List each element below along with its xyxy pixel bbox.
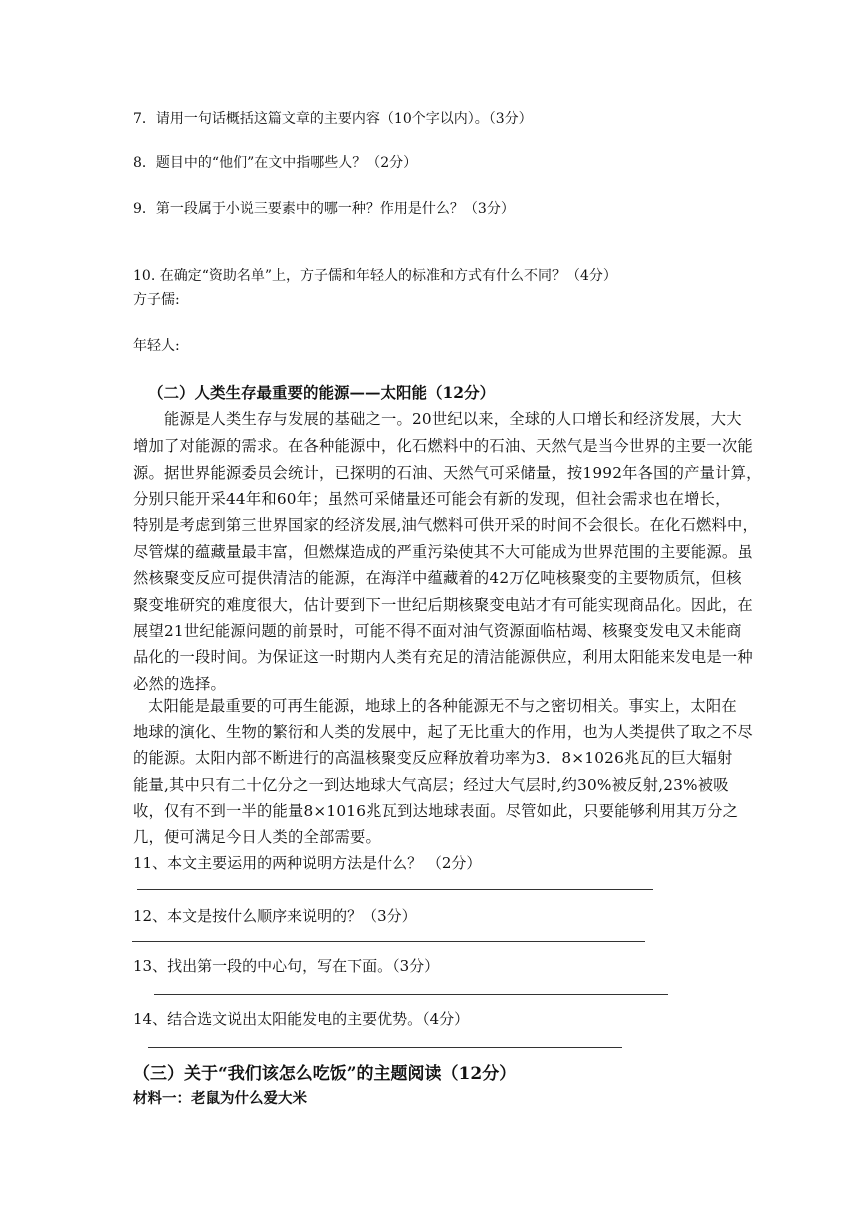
paragraph-2-line: 的能源。太阳内部不断进行的高温核聚变反应释放着功率为3．8×1026兆瓦的巨大辐射 [133,749,733,767]
section-2-title: （二）人类生存最重要的能源——太阳能（12分） [148,383,496,402]
question-12: 12、本文是按什么顺序来说明的？（3分） [133,907,417,925]
paragraph-2-line: 太阳能是最重要的可再生能源，地球上的各种能源无不与之密切相关。事实上，太阳在 [148,697,737,715]
question-10: 10. 在确定“资助名单”上，方子儒和年轻人的标准和方式有什么不同？（4分） [133,268,617,284]
paragraph-2-line: 能量,其中只有二十亿分之一到达地球大气高层；经过大气层时,约30%被反射,23%被吸 [133,776,729,794]
answer-line-11[interactable] [137,889,653,890]
paragraph-1-line: 源。据世界能源委员会统计，已探明的石油、天然气可采储量，按1992年各国的产量计算， [133,464,762,482]
paragraph-1-line: 能源是人类生存与发展的基础之一。20世纪以来，全球的人口增长和经济发展，大大 [164,410,742,428]
paragraph-2-line: 几，便可满足今日人类的全部需要。 [133,828,381,846]
section-3-title: （三）关于“我们该怎么吃饭”的主题阅读（12分） [133,1064,517,1084]
paragraph-1-line: 展望21世纪能源问题的前景时，可能不得不面对油气资源面临枯竭、核聚变发电又未能商 [133,622,742,640]
question-13: 13、找出第一段的中心句，写在下面。（3分） [133,957,440,975]
paragraph-2-line: 收，仅有不到一半的能量8×1016兆瓦到达地球表面。尽管如此，只要能够利用其万分之 [133,802,739,820]
question-7: 7．请用一句话概括这篇文章的主要内容（10个字以内）。（3分） [133,111,533,127]
material-1-title: 材料一：老鼠为什么爱大米 [133,1090,307,1107]
answer-line-12[interactable] [132,941,645,942]
paragraph-1-line: 聚变堆研究的难度很大，估计要到下一世纪后期核聚变电站才有可能实现商品化。因此，在 [133,596,753,614]
question-9: 9．第一段属于小说三要素中的哪一种？作用是什么？（3分） [133,201,515,217]
paragraph-1-line: 增加了对能源的需求。在各种能源中，化石燃料中的石油、天然气是当今世界的主要一次能 [133,437,753,455]
paragraph-2-line: 地球的演化、生物的繁衍和人类的发展中，起了无比重大的作用，也为人类提供了取之不尽 [133,723,753,741]
answer-line-13[interactable] [154,994,668,995]
paragraph-1-line: 然核聚变反应可提供清洁的能源，在海洋中蕴藏着的42万亿吨核聚变的主要物质氘，但核 [133,569,742,587]
paragraph-1-line: 分别只能开采44年和60年；虽然可采储量还可能会有新的发现，但社会需求也在增长， [133,490,731,508]
paragraph-1-line: 特别是考虑到第三世界国家的经济发展,油气燃料可供开采的时间不会很长。在化石燃料中， [133,516,758,534]
paragraph-1-line: 尽管煤的蕴藏量最丰富，但燃煤造成的严重污染使其不大可能成为世界范围的主要能源。虽 [133,543,753,561]
question-11: 11、本文主要运用的两种说明方法是什么？ （2分） [133,854,482,872]
answer-line-14[interactable] [148,1047,622,1048]
paragraph-1-line: 品化的一段时间。为保证这一时期内人类有充足的清洁能源供应，利用太阳能来发电是一种 [133,648,753,666]
answer-label-fangziru: 方子儒: [133,292,180,308]
question-8: 8．题目中的“他们”在文中指哪些人？（2分） [133,155,418,171]
answer-label-young-man: 年轻人: [133,338,180,354]
question-14: 14、结合选文说出太阳能发电的主要优势。（4分） [133,1010,470,1028]
paragraph-1-line: 必然的选择。 [133,675,226,693]
